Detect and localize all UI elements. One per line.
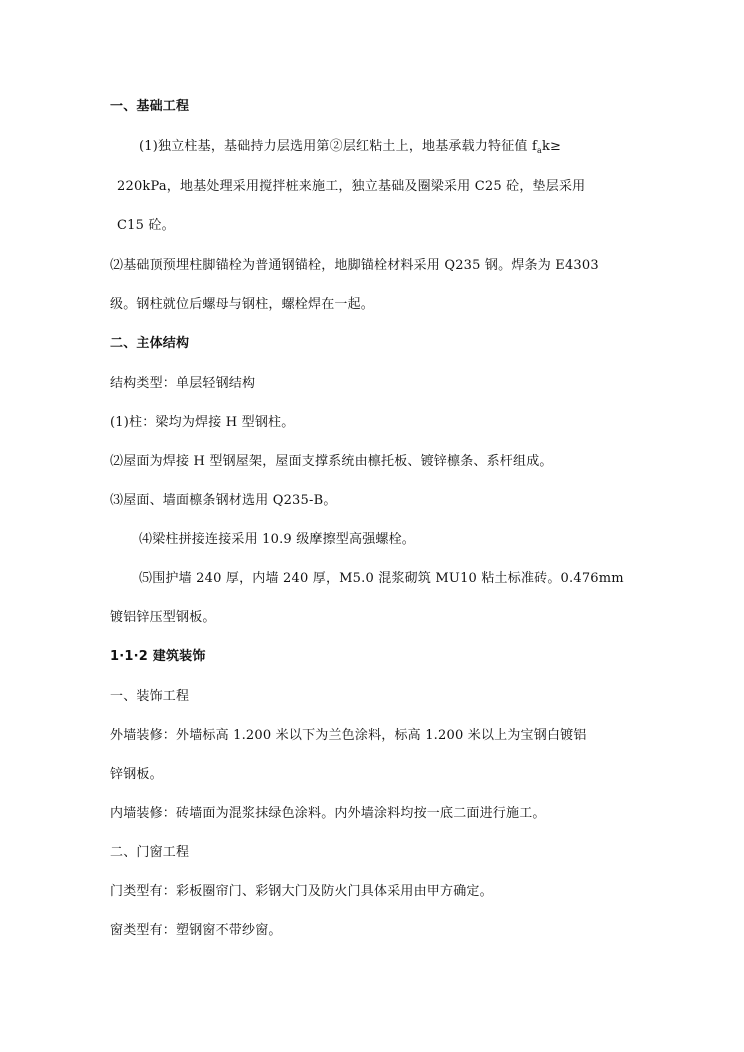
structure-item-5-line-2: 镀铝锌压型钢板。 xyxy=(110,610,216,625)
structure-item-4: ⑷梁柱拼接连接采用 10.9 级摩擦型高强螺栓。 xyxy=(139,532,416,547)
window-types: 窗类型有：塑钢窗不带纱窗。 xyxy=(110,923,282,938)
door-types: 门类型有：彩板圈帘门、彩钢大门及防火门具体采用由甲方确定。 xyxy=(110,884,493,899)
paragraph-1-line-2: 220kPa，地基处理采用搅拌桩来施工，独立基础及圈梁采用 C25 砼，垫层采用 xyxy=(117,179,586,194)
structure-item-2: ⑵屋面为焊接 H 型钢屋架，屋面支撑系统由檩托板、镀锌檩条、系杆组成。 xyxy=(110,454,553,469)
paragraph-1-line-1-text: (1)独立柱基，基础持力层选用第②层红粘土上，地基承载力特征值 f xyxy=(139,139,537,154)
subscript-a: a xyxy=(536,146,542,155)
paragraph-2-line-1: ⑵基础顶预埋柱脚锚栓为普通钢锚栓，地脚锚栓材料采用 Q235 钢。焊条为 E4303 xyxy=(110,258,599,273)
paragraph-2-line-2: 级。钢柱就位后螺母与钢柱，螺栓焊在一起。 xyxy=(110,297,375,312)
interior-wall: 内墙装修：砖墙面为混浆抹绿色涂料。内外墙涂料均按一底二面进行施工。 xyxy=(110,806,546,821)
subheading-doors-windows: 二、门窗工程 xyxy=(110,845,190,860)
heading-main-structure: 二、主体结构 xyxy=(110,336,190,351)
paragraph-1-line-1-tail: k≥ xyxy=(541,139,562,154)
paragraph-1-line-1 xyxy=(139,138,561,156)
structure-item-1: (1)柱：梁均为焊接 H 型钢柱。 xyxy=(110,415,295,430)
structure-item-5-line-1: ⑸围护墙 240 厚，内墙 240 厚，M5.0 混浆砌筑 MU10 粘土标准砖。0.476mm xyxy=(139,571,624,586)
heading-foundation: 一、基础工程 xyxy=(110,99,190,114)
paragraph-1-line-3: C15 砼。 xyxy=(117,218,175,233)
structure-item-3: ⑶屋面、墙面檩条钢材选用 Q235-B。 xyxy=(110,493,337,508)
subheading-decoration-works: 一、装饰工程 xyxy=(110,689,190,704)
heading-architectural-decoration: 1·1·2 建筑装饰 xyxy=(110,649,206,664)
structure-type: 结构类型：单层轻钢结构 xyxy=(110,376,256,391)
exterior-wall-line-1: 外墙装修：外墙标高 1.200 米以下为兰色涂料，标高 1.200 米以上为宝钢白镀铝 xyxy=(110,728,587,743)
exterior-wall-line-2: 锌钢板。 xyxy=(110,767,163,782)
